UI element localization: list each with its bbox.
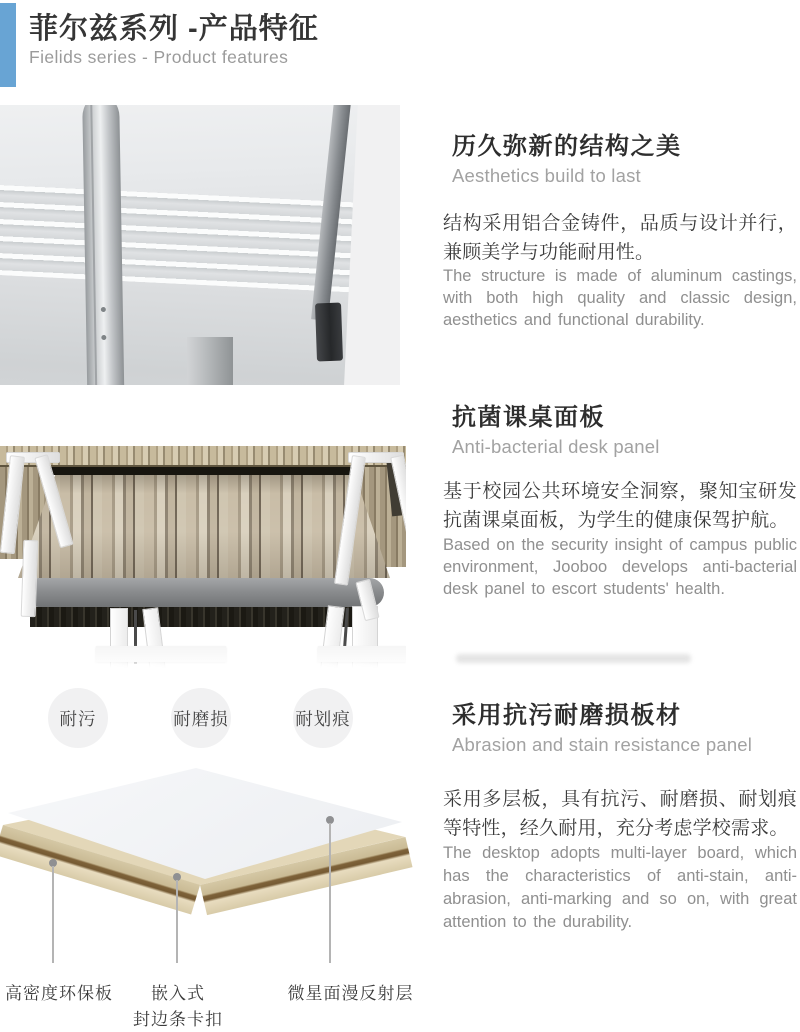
mount-strap <box>21 540 39 617</box>
section1-body-en: The structure is made of aluminum castings, with both high quality and classic design, aesthetics and functional durability. <box>443 267 797 329</box>
section2-heading-zh: 抗菌课桌面板 <box>452 404 605 431</box>
section3-heading-zh: 采用抗污耐磨损板材 <box>452 702 682 729</box>
leader-line <box>329 823 331 963</box>
section1-heading-en: Aesthetics build to last <box>452 165 641 186</box>
badge-label: 耐污 <box>59 708 97 729</box>
page-subtitle: Fielids series - Product features <box>29 47 289 67</box>
rear-desk-edge <box>0 446 406 467</box>
bracket-seam <box>90 105 98 385</box>
leader-line <box>176 880 178 963</box>
seat-structure-photo <box>0 105 400 385</box>
seat-back-panel <box>0 105 358 385</box>
gap-shadow <box>44 467 400 475</box>
section2-heading <box>443 397 797 458</box>
seat-back-slats <box>0 184 353 292</box>
center-hinge-bracket <box>82 105 125 385</box>
leg-shadow-line <box>134 610 137 664</box>
leader-line <box>52 866 54 963</box>
rivet <box>101 335 106 340</box>
page-title: 菲尔兹系列 -产品特征 <box>29 13 319 45</box>
label-embedded-edge-line2: 封边条卡扣 <box>133 1010 223 1029</box>
arm-end-cap <box>315 303 343 362</box>
leg-crossbeam <box>318 646 406 662</box>
label-embedded-edge-line1: 嵌入式 <box>151 984 205 1003</box>
section2-body-en: Based on the security insight of campus public environment, Jooboo develops anti-bacterial desk panel to escort students' health. <box>443 536 797 598</box>
section2-body-zh: 基于校园公共环境安全洞察，聚知宝研发抗菌课桌面板，为学生的健康保驾护航。 <box>443 481 797 531</box>
label-diffuse-reflection-layer: 微星面漫反射层 <box>287 984 414 1003</box>
badge-label: 耐磨损 <box>173 708 229 729</box>
board-layers-diagram <box>0 752 442 988</box>
section3-heading <box>443 695 797 756</box>
badge-scratch-resistant <box>293 688 353 748</box>
faded-text-artifact <box>456 654 691 663</box>
badge-label: 耐划痕 <box>295 708 351 729</box>
desk-leg <box>110 608 128 668</box>
wood-desktop <box>18 475 390 578</box>
section3-heading-en: Abrasion and stain resistance panel <box>452 734 753 755</box>
section3-body-zh: 采用多层板，具有抗污、耐磨损、耐划痕等特性，经久耐用，充分考虑学校需求。 <box>443 789 797 839</box>
support-pole <box>187 337 233 385</box>
section3-body-en: The desktop adopts multi-layer board, which has the characteristics of anti-stain, anti-abrasion, anti-marking and so on, with great attention to the durability. <box>443 844 797 931</box>
rounded-front-edge <box>24 578 384 607</box>
section1-heading <box>443 126 797 187</box>
seat-back-lower <box>0 274 349 385</box>
section1-heading-zh: 历久弥新的结构之美 <box>452 133 682 160</box>
badge-stain-resistant <box>48 688 108 748</box>
section1-body-zh: 结构采用铝合金铸件，品质与设计并行，兼顾美学与功能耐用性。 <box>443 213 797 263</box>
rivet <box>101 307 106 312</box>
section2-heading-en: Anti-bacterial desk panel <box>452 436 660 457</box>
leg-crossbeam <box>96 646 226 662</box>
label-high-density-board: 高密度环保板 <box>5 984 113 1003</box>
badge-abrasion-resistant <box>171 688 231 748</box>
desk-panel-photo <box>0 440 406 668</box>
accent-bar <box>0 3 16 87</box>
